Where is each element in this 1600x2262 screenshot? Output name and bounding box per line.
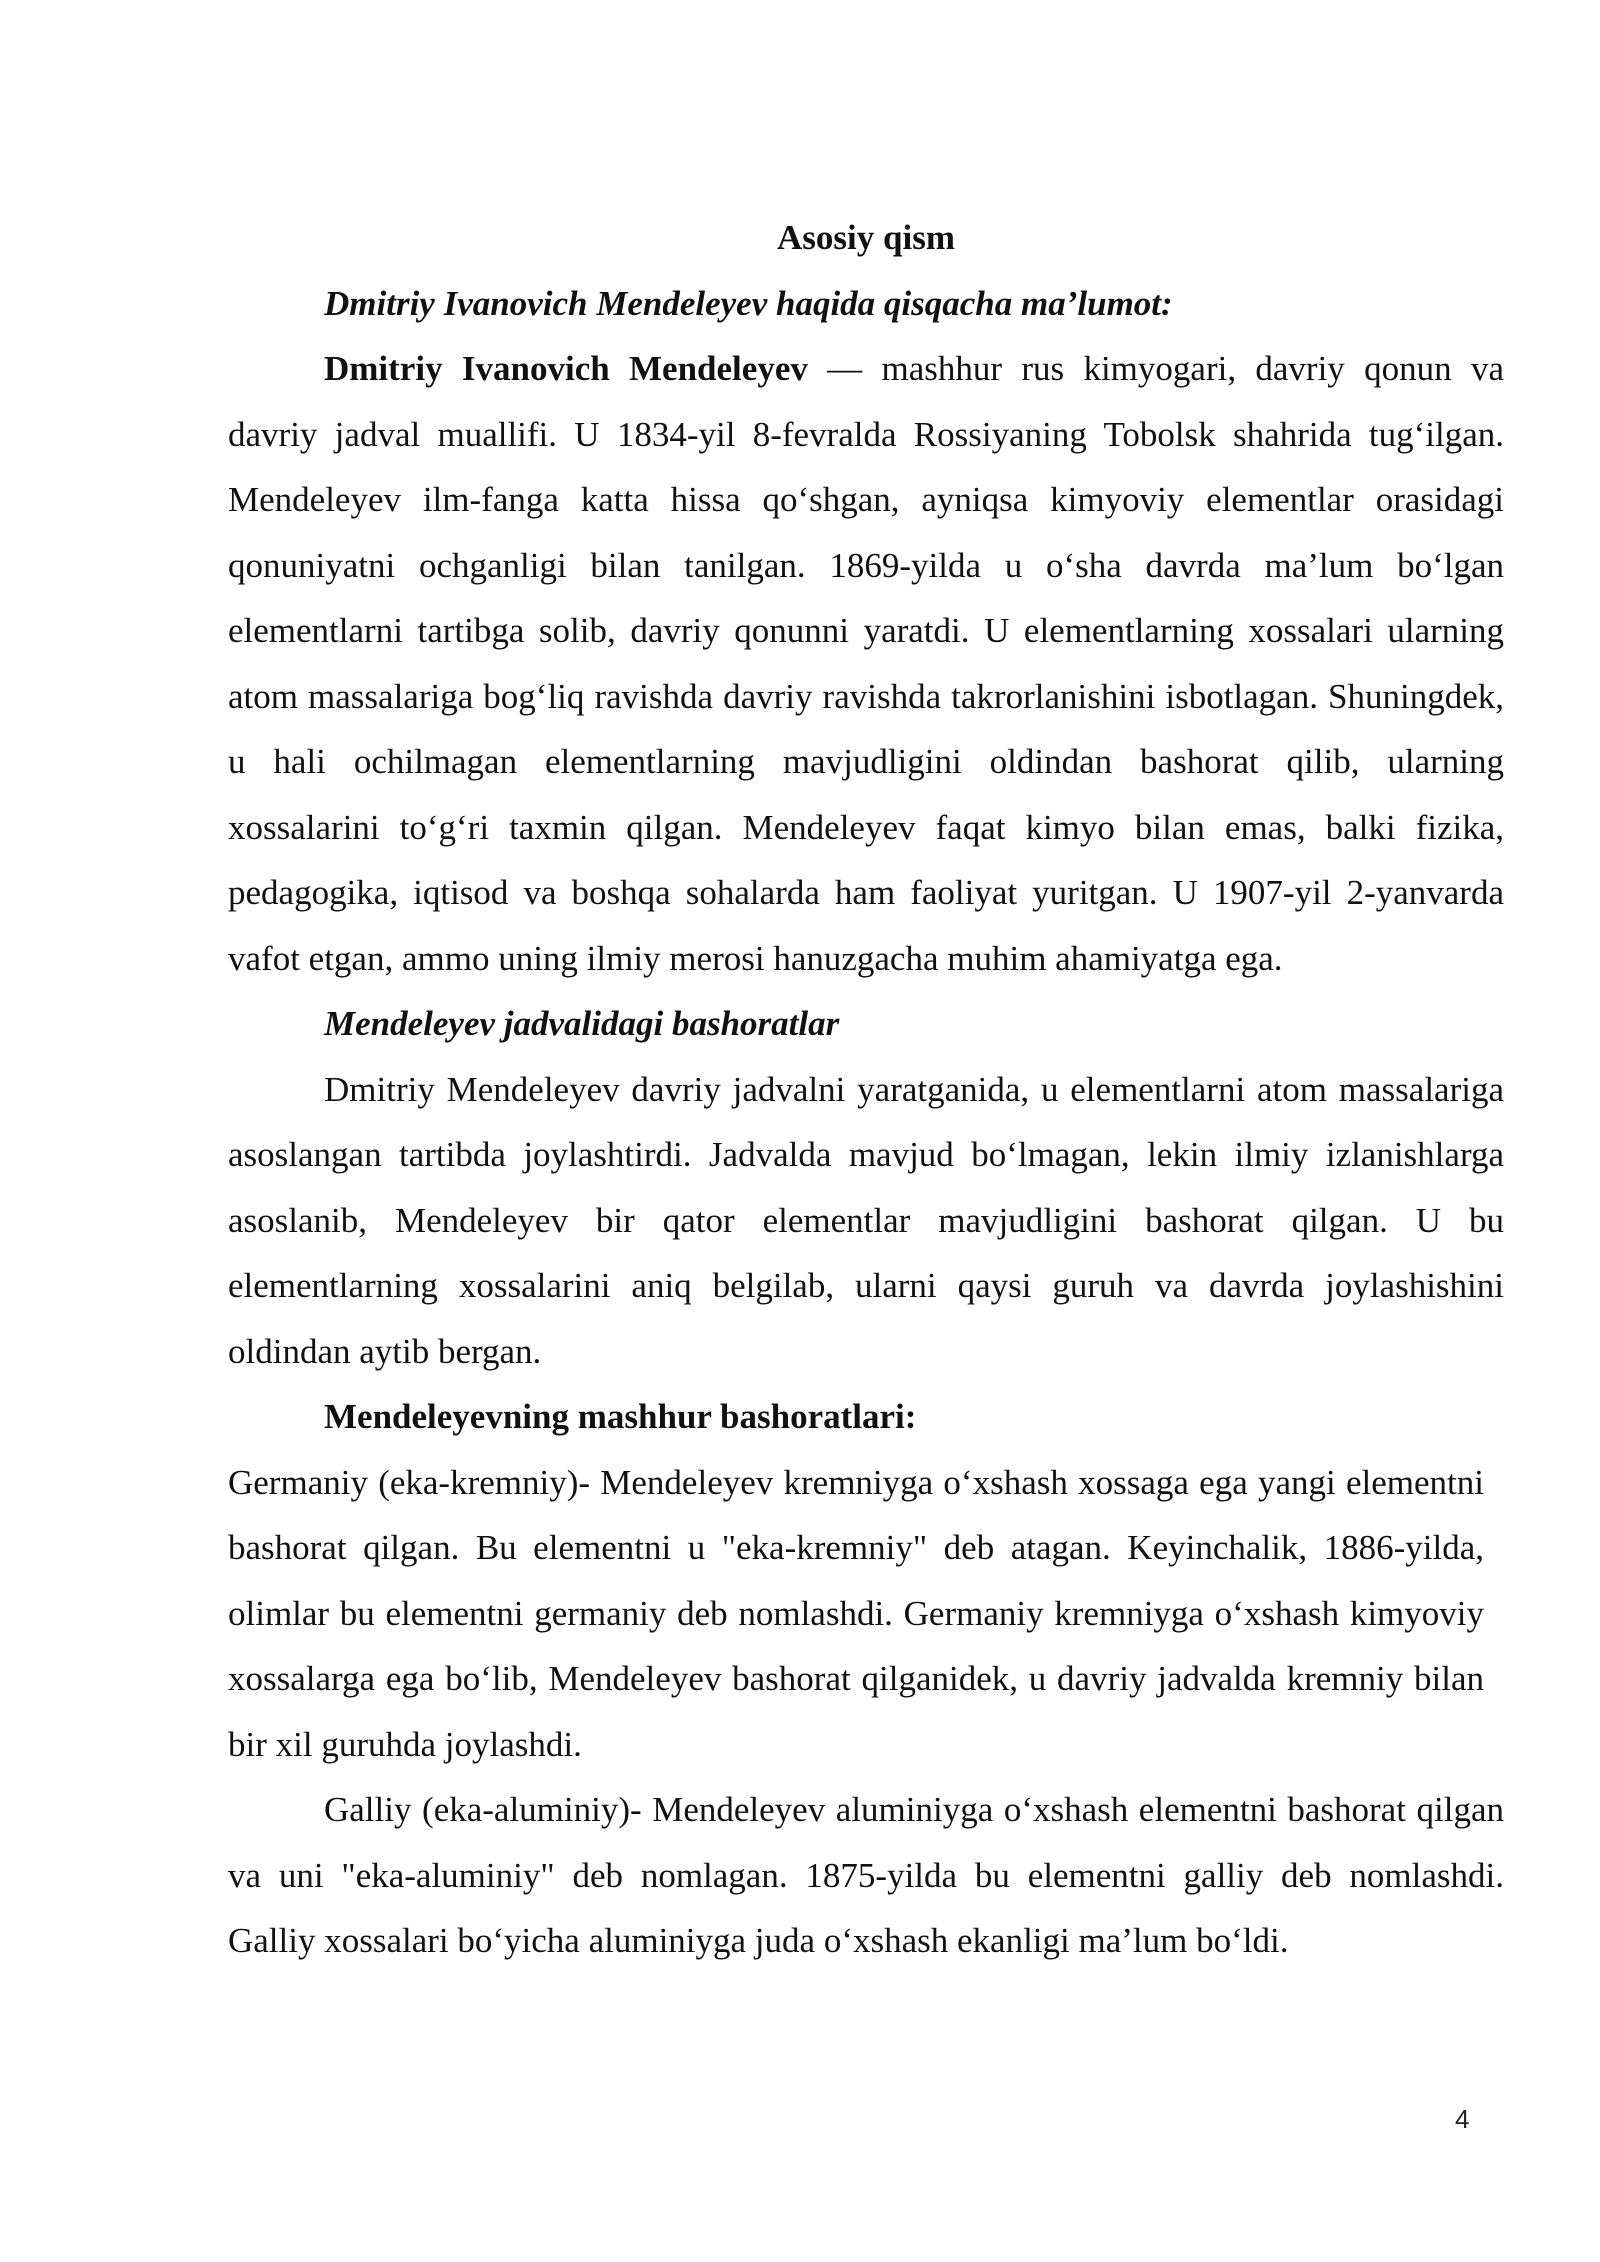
paragraph-biography: [228, 336, 1504, 991]
page-number: 4: [1455, 2104, 1470, 2134]
biography-lead-name: Dmitriy Ivanovich Mendeleyev: [324, 349, 808, 388]
section-heading-biography: Dmitriy Ivanovich Mendeleyev haqida qisqacha ma’lumot:: [324, 283, 1173, 323]
section-heading-predictions: Mendeleyev jadvalidagi bashoratlar: [324, 1004, 840, 1043]
biography-text: — mashhur rus kimyogari, davriy qonun va davriy jadval muallifi. U 1834-yil 8-fevralda Rossiyaning Tobolsk shahrida tug‘ilgan. Mendeleyev ilm-fanga katta hissa qo‘shgan, ayniqsa kimyoviy elementlar orasidagi qonuniyatni ochganligi bilan tanilgan. 1869-yilda u o‘sha davrda ma’lum bo‘lgan elementlarni tartibga solib, davriy qonunni yaratdi. U elementlarning xossalari ularning atom massalariga bog‘liq ravishda davriy ravishda takrorlanishini isbotlagan. Shuningdek, u hali ochilmagan elementlarning mavjudligini oldindan bashorat qilib, ularning xossalarini to‘g‘ri taxmin qilgan. Mendeleyev faqat kimyo bilan emas, balki fizika, pedagogika, iqtisod va boshqa sohalarda ham faoliyat yuritgan. U 1907-yil 2-yanvarda vafot etgan, ammo uning ilmiy merosi hanuzgacha muhim ahamiyatga ega.: [228, 349, 1504, 978]
page-title: Asosiy qism: [777, 218, 955, 257]
paragraph-galliy: Galliy (eka-aluminiy)- Mendeleyev aluminiyga o‘xshash elementni bashorat qilgan va uni "eka-aluminiy" deb nomlagan. 1875-yilda bu elementni galliy deb nomlashdi. Galliy xossalari bo‘yicha aluminiyga juda o‘xshash ekanligi ma’lum bo‘ldi.: [228, 1790, 1504, 1960]
section-heading-famous-predictions: Mendeleyevning mashhur bashoratlari:: [324, 1397, 917, 1436]
document-page: [228, 205, 1504, 1974]
paragraph-predictions: Dmitriy Mendeleyev davriy jadvalni yaratganida, u elementlarni atom massalariga asoslangan tartibda joylashtirdi. Jadvalda mavjud bo‘lmagan, lekin ilmiy izlanishlarga asoslanib, Mendeleyev bir qator elementlar mavjudligini bashorat qilgan. U bu elementlarning xossalarini aniq belgilab, ularni qaysi guruh va davrda joylashishini oldindan aytib bergan.: [228, 1069, 1504, 1371]
paragraph-germaniy: Germaniy (eka-kremniy)- Mendeleyev kremniyga o‘xshash xossaga ega yangi elementni bashorat qilgan. Bu elementni u "eka-kremniy" deb atagan. Keyinchalik, 1886-yilda, olimlar bu elementni germaniy deb nomlashdi. Germaniy kremniyga o‘xshash kimyoviy xossalarga ega bo‘lib, Mendeleyev bashorat qilganidek, u davriy jadvalda kremniy bilan bir xil guruhda joylashdi.: [228, 1462, 1484, 1764]
